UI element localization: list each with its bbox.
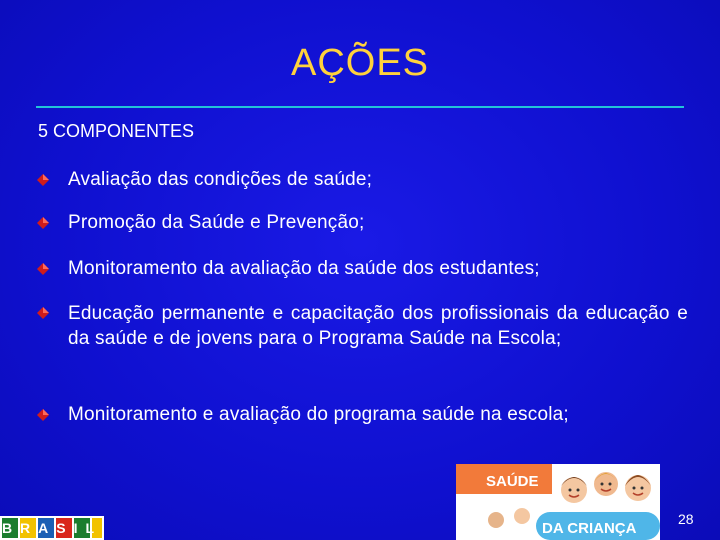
list-item xyxy=(36,301,688,351)
promo-line1: SAÚDE xyxy=(486,473,539,490)
promo-line2: DA CRIANÇA xyxy=(542,520,637,537)
red-bullet-icon xyxy=(37,307,49,319)
bullet-text: Avaliação das condições de saúde; xyxy=(68,169,373,190)
list-item xyxy=(36,257,540,281)
red-bullet-icon xyxy=(37,174,49,186)
red-bullet-icon xyxy=(37,217,49,229)
list-item xyxy=(36,403,569,427)
slide-subtitle: 5 COMPONENTES xyxy=(38,121,195,141)
bullet-text: Monitoramento e avaliação do programa saúde na escola; xyxy=(68,404,569,425)
svg-text:BRASIL: BRASIL xyxy=(1,520,103,536)
red-bullet-icon xyxy=(37,409,49,421)
children-illustration xyxy=(456,464,660,540)
page-number: 28 xyxy=(678,511,694,527)
slide-title: AÇÕES xyxy=(290,42,430,84)
list-item xyxy=(36,168,372,192)
bullet-text: Educação permanente e capacitação dos profissionais da educação e da saúde e de jovens para o Programa Saúde na Escola; xyxy=(68,303,688,349)
saude-da-crianca-image xyxy=(456,464,660,540)
bullet-text: Monitoramento da avaliação da saúde dos estudantes; xyxy=(68,258,540,279)
list-item xyxy=(36,211,364,235)
title-divider xyxy=(36,106,684,108)
bullet-text: Promoção da Saúde e Prevenção; xyxy=(68,212,365,233)
brasil-logo xyxy=(0,516,104,540)
brasil-logo-icon xyxy=(0,516,104,540)
red-bullet-icon xyxy=(37,263,49,275)
